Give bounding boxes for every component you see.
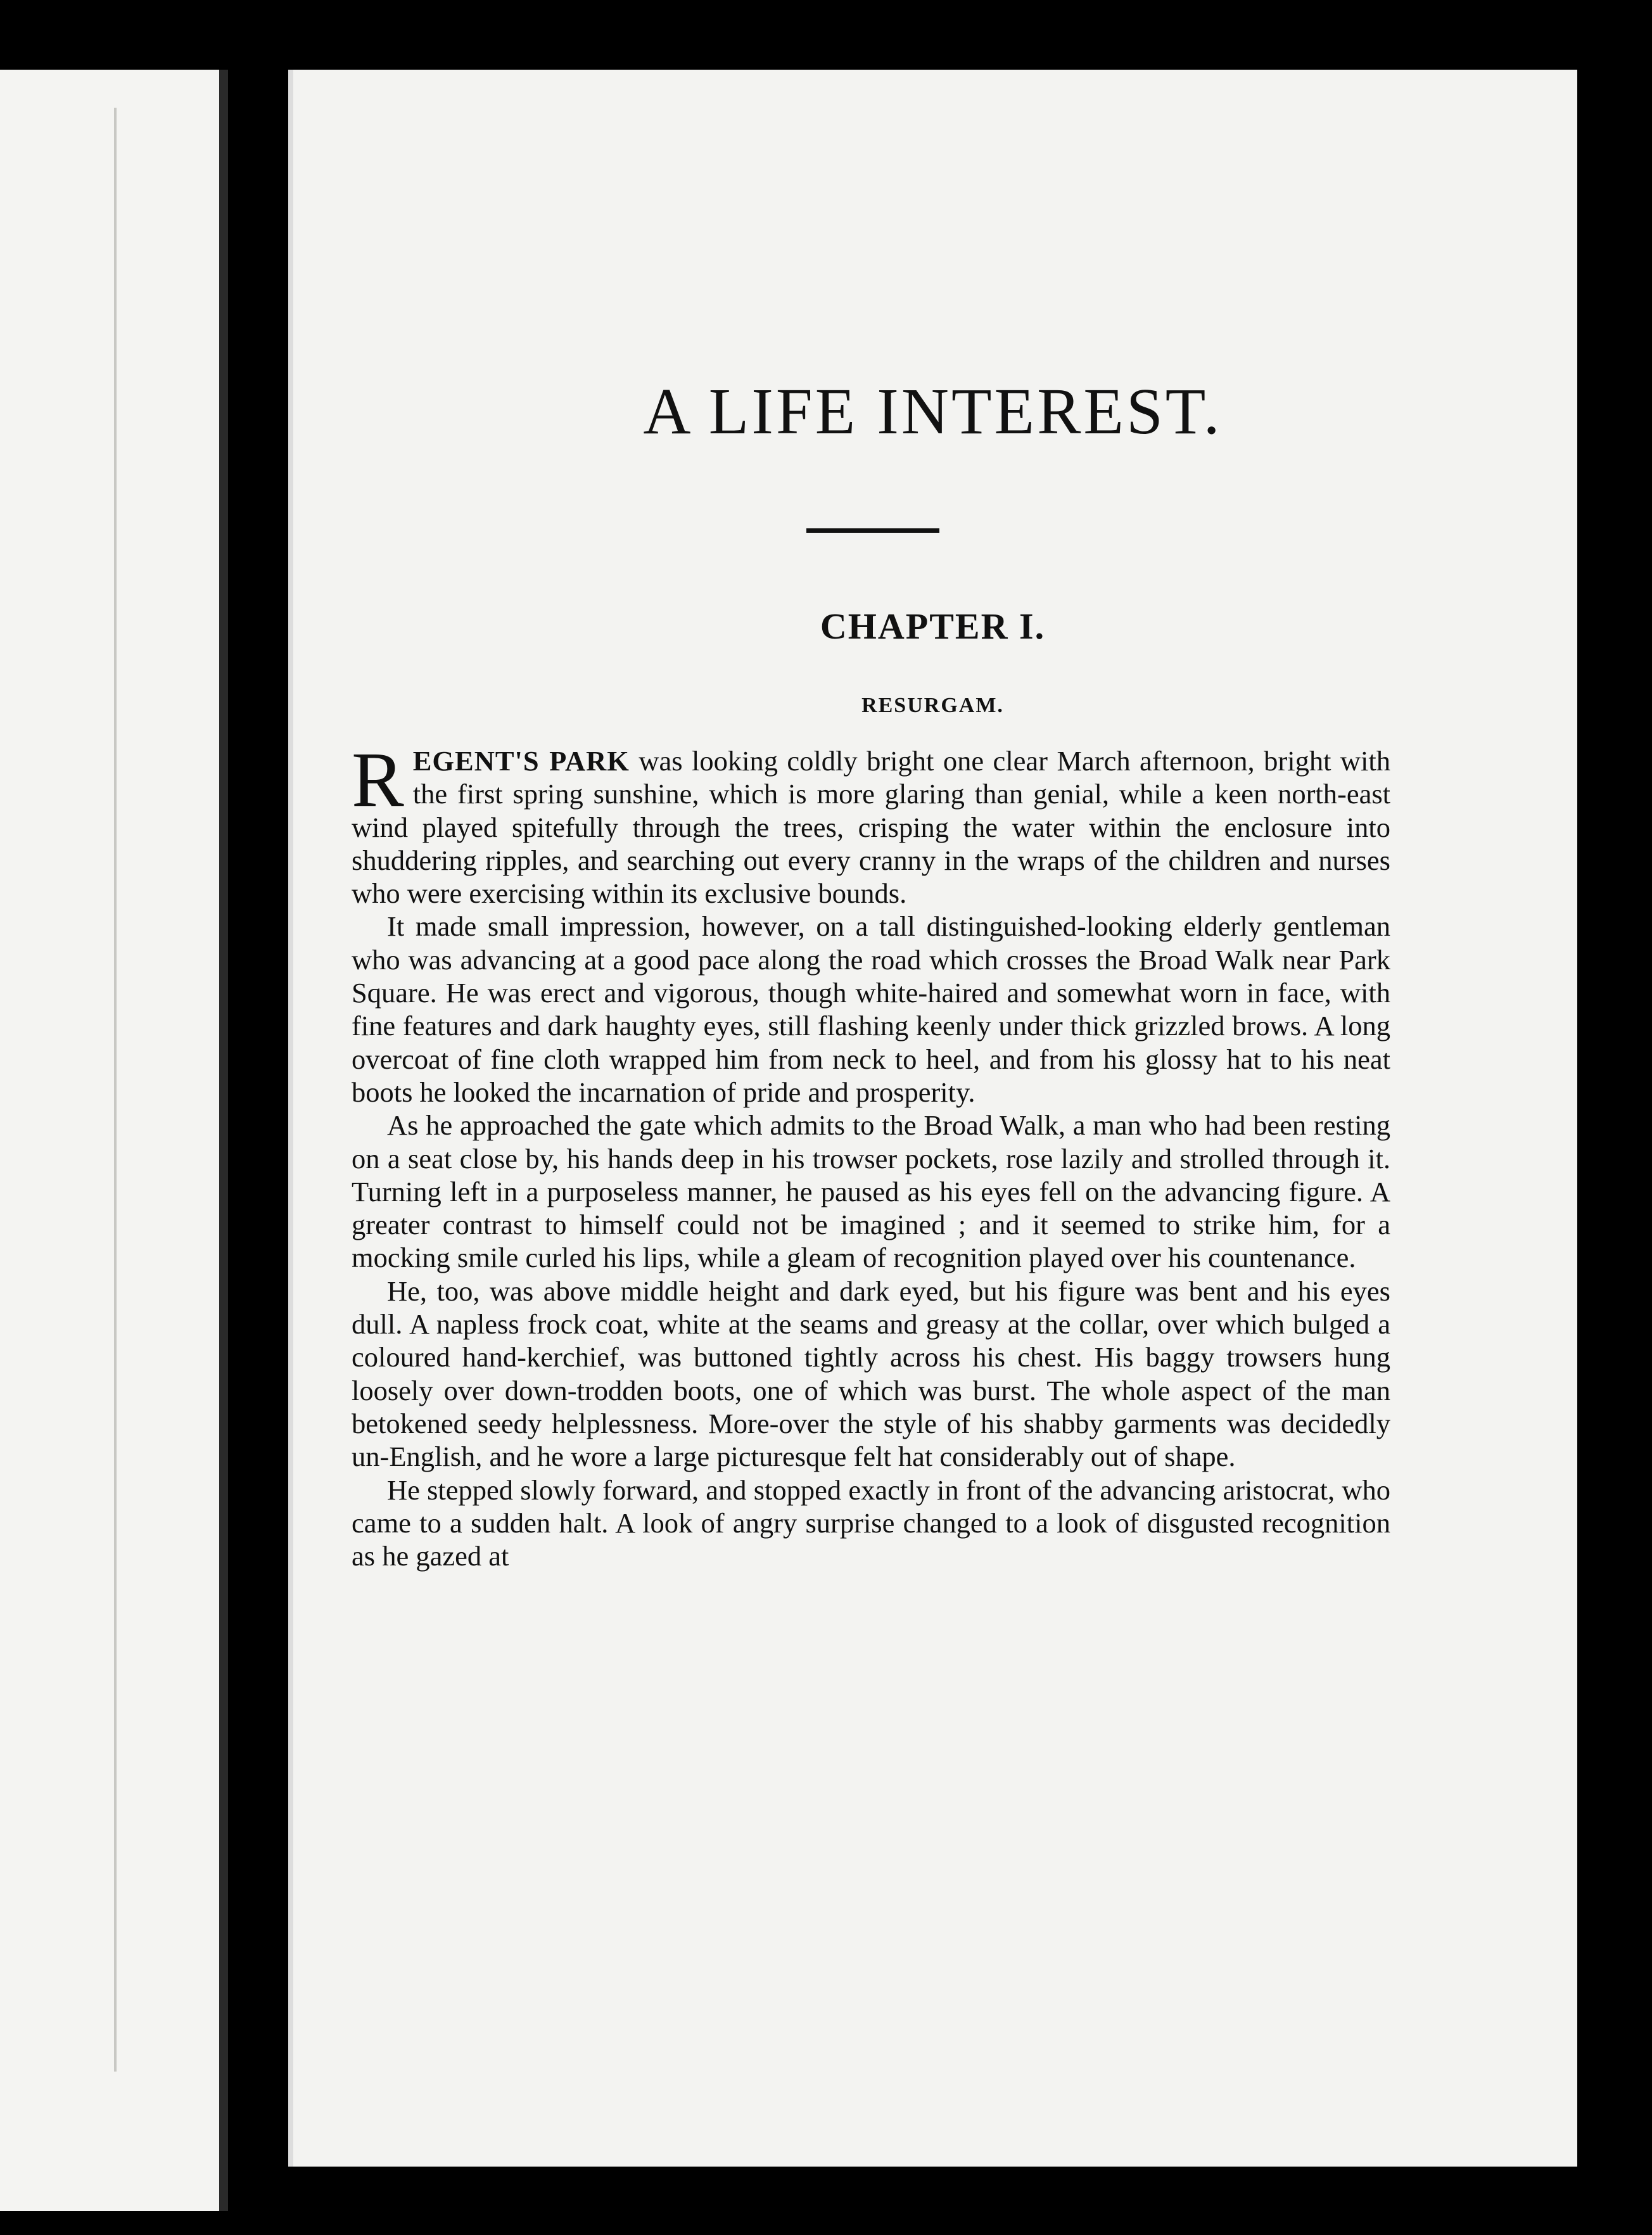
body-text xyxy=(352,736,1391,1572)
book-page xyxy=(288,70,1577,2167)
lead-in: EGENT'S PARK xyxy=(412,745,630,777)
book-title: A LIFE INTEREST. xyxy=(643,375,1223,448)
drop-cap: R xyxy=(352,736,404,823)
paragraph-5: He stepped slowly forward, and stopped exactly in front of the advancing aristocrat, who came to a sudden halt. A look of angry surprise changed to a look of disgusted recognition as he gazed at xyxy=(352,1474,1390,1572)
chapter-heading: CHAPTER I. xyxy=(820,606,1046,647)
paragraph-1 xyxy=(352,736,1391,910)
paragraph-3: As he approached the gate which admits to the Broad Walk, a man who had been resting on a seat close by, his hands deep in his trowser pockets, rose lazily and strolled through it. Turning left in a purposeless manner, he paused as his eyes fell on the advancing figure. A greater contrast to himself could not be imagined ; and it seemed to strike him, for a mocking smile curled his lips, while a gleam of recognition played over his countenance. xyxy=(352,1109,1390,1274)
paragraph-4: He, too, was above middle height and dark eyed, but his figure was bent and his eyes dull. A napless frock coat, white at the seams and greasy at the collar, over which bulged a coloured hand-kerchief, was buttoned tightly across his chest. His baggy trowsers hung loosely over down-trodden boots, one of which was burst. The whole aspect of the man betokened seedy helplessness. More-over the style of his shabby garments was decidedly un-English, and he wore a large picturesque felt hat considerably out of shape. xyxy=(352,1275,1390,1473)
paragraph-1-text: was looking coldly bright one clear March afternoon, bright with the first spring sunshine, which is more glaring than genial, while a keen north-east wind played spitefully through the trees, crisping the water within the enclosure into shuddering ripples, and searching out every cranny in the wraps of the children and nurses who were exercising within its exclusive bounds. xyxy=(352,745,1391,910)
title-rule xyxy=(806,528,939,533)
gutter-line xyxy=(114,108,117,2072)
left-page-edge xyxy=(0,70,228,2211)
binding-shadow xyxy=(219,70,228,2211)
chapter-title: RESURGAM. xyxy=(861,694,1004,717)
paragraph-2: It made small impression, however, on a tall distinguished-looking elderly gentleman who was advancing at a good pace along the road which crosses the Broad Walk near Park Square. He was erect and vigorous, though white-haired and somewhat worn in face, with fine features and dark haughty eyes, still flashing keenly under thick grizzled brows. A long overcoat of fine cloth wrapped him from neck to heel, and from his glossy hat to his neat boots he looked the incarnation of pride and prosperity. xyxy=(352,910,1390,1108)
